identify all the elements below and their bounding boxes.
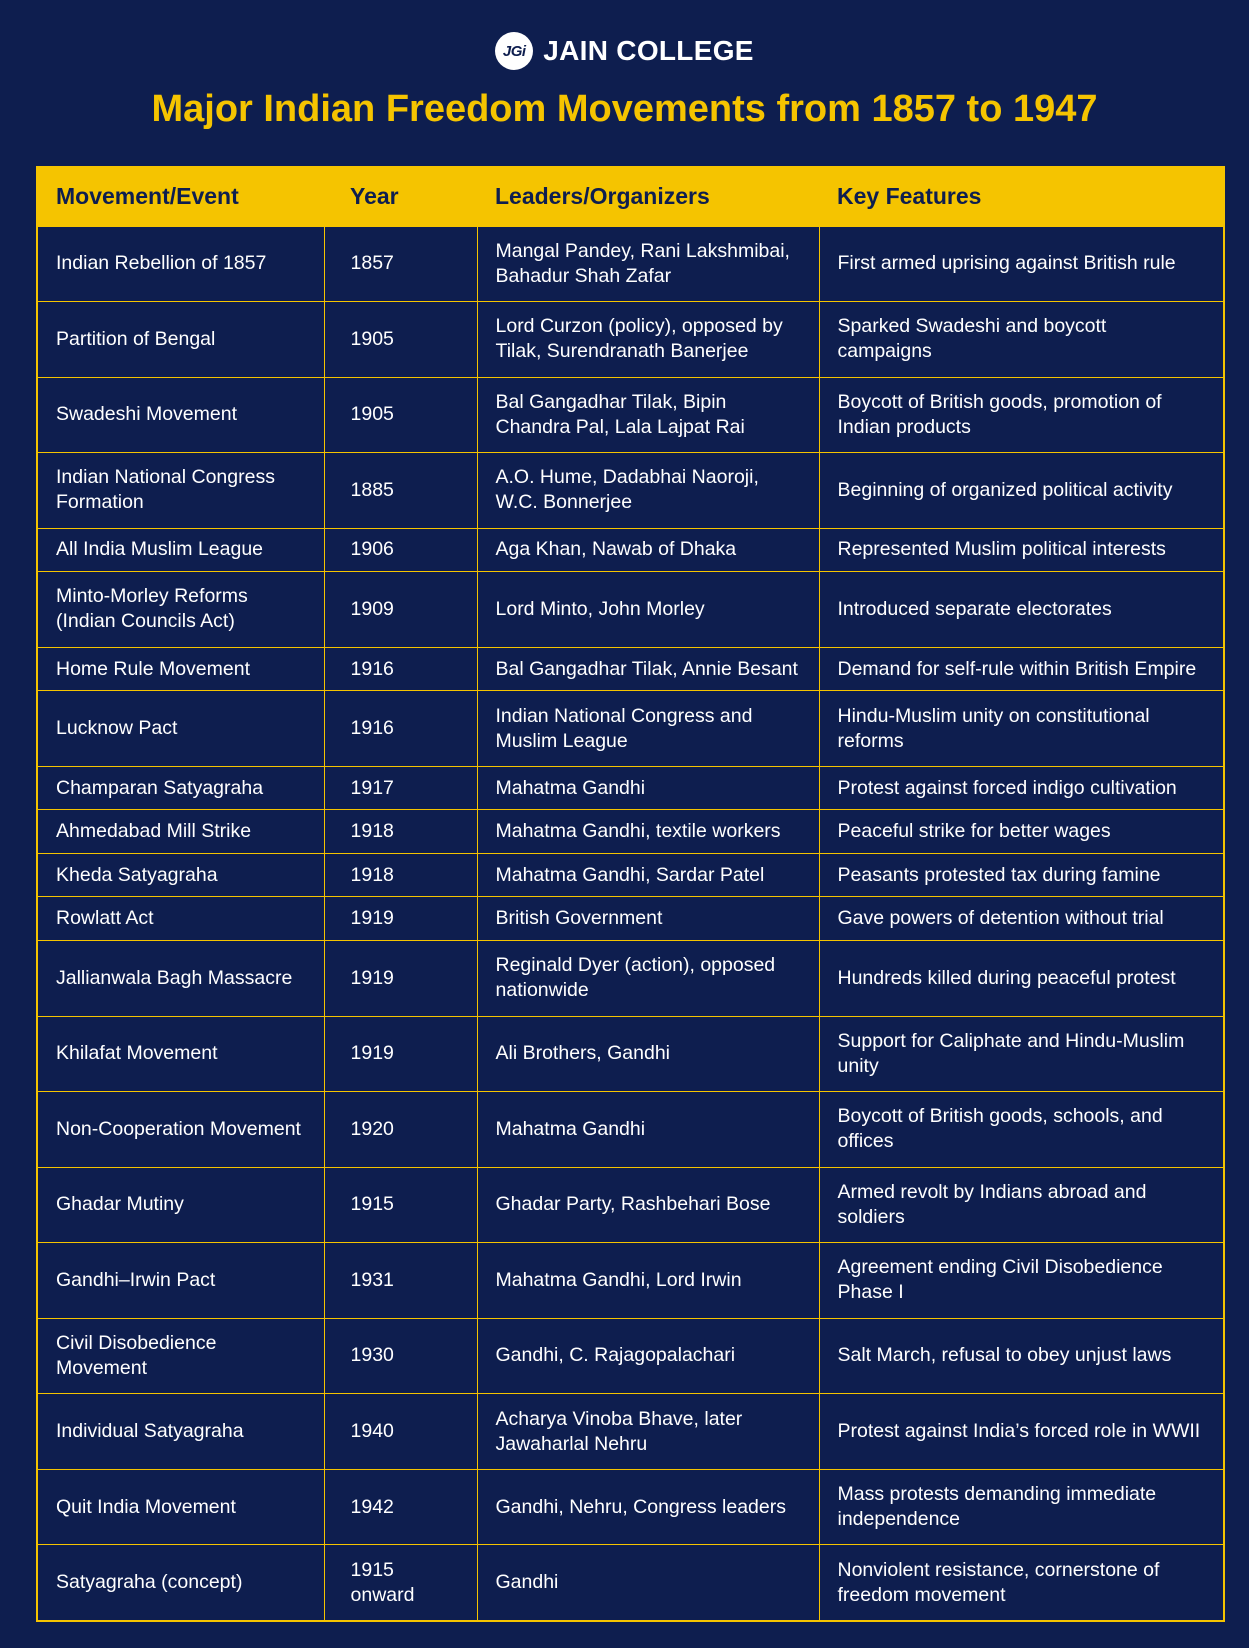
cell-features: Mass protests demanding immediate independence <box>819 1469 1223 1545</box>
cell-year: 1930 <box>324 1318 477 1394</box>
table-body <box>38 226 1223 1620</box>
table-row <box>38 1318 1223 1394</box>
cell-features: Salt March, refusal to obey unjust laws <box>819 1318 1223 1394</box>
cell-features: Support for Caliphate and Hindu-Muslim unity <box>819 1016 1223 1092</box>
cell-leaders: Mahatma Gandhi, Lord Irwin <box>477 1243 819 1319</box>
page-title: Major Indian Freedom Movements from 1857 to 1947 <box>151 88 1098 130</box>
cell-features: Peaceful strike for better wages <box>819 810 1223 854</box>
cell-leaders: Mahatma Gandhi, Sardar Patel <box>477 853 819 897</box>
cell-leaders: Bal Gangadhar Tilak, Bipin Chandra Pal, Lala Lajpat Rai <box>477 377 819 453</box>
table-row <box>38 1167 1223 1243</box>
table-row <box>38 1092 1223 1168</box>
cell-movement: Gandhi–Irwin Pact <box>38 1243 324 1319</box>
logo-text: JGi <box>502 42 526 60</box>
college-logo <box>495 32 533 70</box>
table-row <box>38 528 1223 572</box>
header-leaders: Leaders/Organizers <box>495 183 710 210</box>
cell-movement: Swadeshi Movement <box>38 377 324 453</box>
table-row <box>38 766 1223 810</box>
header-year: Year <box>350 183 399 210</box>
cell-features: Nonviolent resistance, cornerstone of freedom movement <box>819 1545 1223 1620</box>
table-row <box>38 810 1223 854</box>
cell-movement: Individual Satyagraha <box>38 1394 324 1470</box>
cell-features: Armed revolt by Indians abroad and soldiers <box>819 1167 1223 1243</box>
cell-year: 1931 <box>324 1243 477 1319</box>
cell-leaders: Mahatma Gandhi <box>477 766 819 810</box>
cell-leaders: Indian National Congress and Muslim League <box>477 691 819 767</box>
movements-table-container <box>36 166 1225 1622</box>
cell-leaders: Lord Minto, John Morley <box>477 572 819 648</box>
cell-year: 1857 <box>324 226 477 302</box>
cell-features: Sparked Swadeshi and boycott campaigns <box>819 302 1223 378</box>
cell-features: First armed uprising against British rule <box>819 226 1223 302</box>
table-row <box>38 302 1223 378</box>
cell-movement: Civil Disobedience Movement <box>38 1318 324 1394</box>
cell-features: Protest against forced indigo cultivation <box>819 766 1223 810</box>
cell-leaders: Lord Curzon (policy), opposed by Tilak, Surendranath Banerjee <box>477 302 819 378</box>
table-row <box>38 1016 1223 1092</box>
cell-movement: Satyagraha (concept) <box>38 1545 324 1620</box>
table-row <box>38 853 1223 897</box>
cell-features: Demand for self-rule within British Empire <box>819 647 1223 691</box>
cell-movement: Ghadar Mutiny <box>38 1167 324 1243</box>
cell-year: 1916 <box>324 647 477 691</box>
cell-leaders: Gandhi, C. Rajagopalachari <box>477 1318 819 1394</box>
table-row <box>38 940 1223 1016</box>
cell-year: 1885 <box>324 453 477 529</box>
cell-leaders: Mahatma Gandhi <box>477 1092 819 1168</box>
cell-movement: Jallianwala Bagh Massacre <box>38 940 324 1016</box>
cell-movement: Minto-Morley Reforms (Indian Councils Act) <box>38 572 324 648</box>
cell-year: 1909 <box>324 572 477 648</box>
cell-movement: Home Rule Movement <box>38 647 324 691</box>
cell-features: Agreement ending Civil Disobedience Phase I <box>819 1243 1223 1319</box>
cell-leaders: Ali Brothers, Gandhi <box>477 1016 819 1092</box>
header-movement: Movement/Event <box>56 183 239 210</box>
cell-year: 1905 <box>324 377 477 453</box>
cell-leaders: British Government <box>477 897 819 941</box>
cell-features: Gave powers of detention without trial <box>819 897 1223 941</box>
cell-year: 1905 <box>324 302 477 378</box>
cell-features: Peasants protested tax during famine <box>819 853 1223 897</box>
cell-year: 1919 <box>324 1016 477 1092</box>
cell-features: Boycott of British goods, promotion of Indian products <box>819 377 1223 453</box>
cell-movement: Champaran Satyagraha <box>38 766 324 810</box>
cell-movement: Partition of Bengal <box>38 302 324 378</box>
cell-movement: Ahmedabad Mill Strike <box>38 810 324 854</box>
cell-features: Boycott of British goods, schools, and offices <box>819 1092 1223 1168</box>
cell-movement: Lucknow Pact <box>38 691 324 767</box>
table-row <box>38 691 1223 767</box>
table-row <box>38 897 1223 941</box>
college-name: JAIN COLLEGE <box>543 35 754 66</box>
cell-year: 1906 <box>324 528 477 572</box>
cell-features: Hindu-Muslim unity on constitutional reforms <box>819 691 1223 767</box>
header-features: Key Features <box>837 183 982 210</box>
cell-movement: Indian National Congress Formation <box>38 453 324 529</box>
cell-year: 1920 <box>324 1092 477 1168</box>
cell-leaders: Bal Gangadhar Tilak, Annie Besant <box>477 647 819 691</box>
header-row <box>38 168 1223 226</box>
cell-year: 1916 <box>324 691 477 767</box>
cell-features: Introduced separate electorates <box>819 572 1223 648</box>
cell-year: 1915 onward <box>324 1545 477 1620</box>
cell-features: Protest against India’s forced role in WWII <box>819 1394 1223 1470</box>
table-row <box>38 1469 1223 1545</box>
table-row <box>38 226 1223 302</box>
table-row <box>38 1545 1223 1620</box>
cell-movement: Khilafat Movement <box>38 1016 324 1092</box>
cell-year: 1918 <box>324 810 477 854</box>
cell-leaders: Acharya Vinoba Bhave, later Jawaharlal Nehru <box>477 1394 819 1470</box>
cell-year: 1915 <box>324 1167 477 1243</box>
cell-year: 1919 <box>324 940 477 1016</box>
cell-leaders: Ghadar Party, Rashbehari Bose <box>477 1167 819 1243</box>
cell-features: Beginning of organized political activity <box>819 453 1223 529</box>
cell-features: Represented Muslim political interests <box>819 528 1223 572</box>
cell-features: Hundreds killed during peaceful protest <box>819 940 1223 1016</box>
cell-movement: Rowlatt Act <box>38 897 324 941</box>
table-row <box>38 572 1223 648</box>
cell-leaders: Aga Khan, Nawab of Dhaka <box>477 528 819 572</box>
cell-year: 1919 <box>324 897 477 941</box>
cell-leaders: Gandhi <box>477 1545 819 1620</box>
cell-movement: Non-Cooperation Movement <box>38 1092 324 1168</box>
cell-leaders: Gandhi, Nehru, Congress leaders <box>477 1469 819 1545</box>
table-row <box>38 1394 1223 1470</box>
cell-leaders: Mahatma Gandhi, textile workers <box>477 810 819 854</box>
table-row <box>38 647 1223 691</box>
cell-leaders: Mangal Pandey, Rani Lakshmibai, Bahadur Shah Zafar <box>477 226 819 302</box>
table-header <box>38 168 1223 226</box>
table-row <box>38 1243 1223 1319</box>
cell-year: 1940 <box>324 1394 477 1470</box>
brand-header <box>0 32 1249 70</box>
table-row <box>38 377 1223 453</box>
cell-movement: All India Muslim League <box>38 528 324 572</box>
cell-year: 1917 <box>324 766 477 810</box>
cell-year: 1942 <box>324 1469 477 1545</box>
movements-table <box>38 168 1223 1620</box>
cell-leaders: Reginald Dyer (action), opposed nationwide <box>477 940 819 1016</box>
cell-movement: Indian Rebellion of 1857 <box>38 226 324 302</box>
table-row <box>38 453 1223 529</box>
cell-leaders: A.O. Hume, Dadabhai Naoroji, W.C. Bonnerjee <box>477 453 819 529</box>
cell-movement: Kheda Satyagraha <box>38 853 324 897</box>
cell-movement: Quit India Movement <box>38 1469 324 1545</box>
cell-year: 1918 <box>324 853 477 897</box>
